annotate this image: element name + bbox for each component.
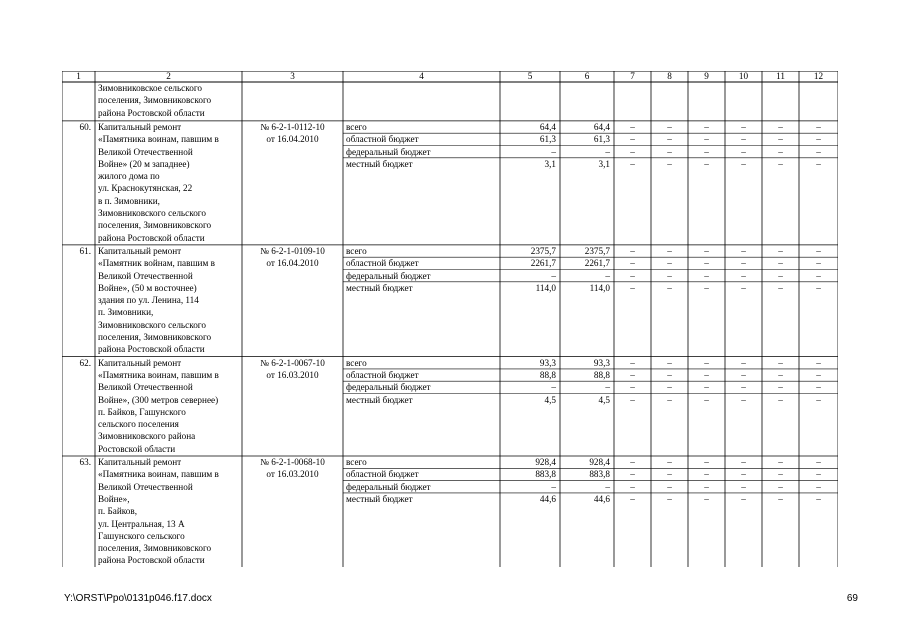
budget-label: федеральный бюджет [346,146,431,157]
object-description: п. Байков, Гашунского [98,406,186,417]
value-col-5: – [551,146,556,157]
value-dash: – [741,369,746,380]
object-description: района Ростовской области [98,232,205,243]
value-dash: – [741,457,746,467]
object-description: Капитальный ремонт [98,245,182,256]
value-dash: – [741,469,746,480]
value-dash: – [630,245,635,256]
column-number: 6 [584,71,590,81]
value-col-5: – [551,382,556,393]
value-col-5: – [551,481,556,492]
budget-label: всего [346,457,367,467]
value-dash: – [741,394,746,405]
value-dash: – [704,270,709,281]
object-description: ул. Центральная, 13 А [98,518,185,529]
object-description: поселения, Зимовниковского [98,332,212,342]
object-description: «Памятника воинам, павшим в [98,469,219,480]
value-dash: – [741,357,746,368]
value-dash: – [667,270,672,281]
value-dash: – [704,121,709,132]
value-dash: – [667,146,672,157]
value-col-6: 64,4 [593,121,610,132]
value-dash: – [741,270,746,281]
value-col-6: 61,3 [593,134,610,145]
column-number: 9 [704,71,709,81]
budget-label: областной бюджет [346,369,419,380]
value-dash: – [816,481,821,492]
value-dash: – [816,369,821,380]
value-dash: – [816,493,821,504]
value-dash: – [704,258,709,269]
object-description: Войне», (300 метров севернее) [98,394,219,405]
value-dash: – [630,369,635,380]
value-col-5: 44,6 [539,493,556,504]
budget-label: всего [346,357,367,368]
value-col-6: 883,8 [589,469,610,480]
column-number: 5 [527,71,533,81]
object-description: п. Зимовники, [98,307,154,318]
object-description: Зимовниковского района [98,431,196,442]
object-description: жилого дома по [98,171,160,182]
value-dash: – [667,369,672,380]
value-dash: – [778,270,783,281]
document-reference: № 6-2-1-0112-10 [260,121,325,132]
object-description: п. Байков, [98,506,138,517]
object-description: Войне», (50 м восточнее) [98,282,197,293]
value-dash: – [704,369,709,380]
value-dash: – [667,469,672,480]
value-dash: – [630,481,635,492]
value-dash: – [816,270,821,281]
value-col-5: 64,4 [539,121,556,132]
value-dash: – [667,382,672,393]
column-number: 4 [419,71,424,81]
document-reference: от 16.03.2010 [266,469,319,480]
object-description: «Памятника воинам, павшим в [98,134,219,145]
document-reference: от 16.03.2010 [266,369,319,380]
value-col-5: 3,1 [544,158,556,169]
object-description: Капитальный ремонт [98,121,182,132]
value-col-5: 61,3 [539,134,556,145]
value-dash: – [704,282,709,293]
value-col-6: 4,5 [598,394,610,405]
value-col-5: 93,3 [539,357,556,368]
value-dash: – [630,493,635,504]
value-dash: – [778,357,783,368]
value-dash: – [778,282,783,293]
value-col-6: – [605,146,610,157]
value-dash: – [704,158,709,169]
value-dash: – [704,457,709,467]
value-dash: – [816,121,821,132]
document-reference: № 6-2-1-0067-10 [260,357,325,368]
value-dash: – [741,382,746,393]
column-number: 12 [813,71,824,81]
value-col-6: 3,1 [598,158,610,169]
continuation-text: района Ростовской области [98,107,205,118]
value-dash: – [667,158,672,169]
value-col-5: 2261,7 [530,258,556,269]
value-col-5: 928,4 [535,457,556,467]
column-number: 7 [630,71,635,81]
object-description: поселения, Зимовниковского [98,220,212,231]
budget-label: местный бюджет [346,493,413,504]
value-col-6: 2375,7 [584,245,610,256]
value-dash: – [816,245,821,256]
value-dash: – [741,245,746,256]
column-number: 2 [166,71,171,81]
budget-label: местный бюджет [346,394,413,405]
row-number: 60. [79,121,91,132]
budget-label: федеральный бюджет [346,270,431,281]
value-dash: – [816,469,821,480]
value-dash: – [778,245,783,256]
budget-label: всего [346,245,367,256]
object-description: Войне» (20 м западнее) [98,158,190,169]
object-description: сельского поселения [98,419,179,430]
object-description: Великой Отечественной [98,146,193,157]
value-dash: – [704,146,709,157]
value-dash: – [667,357,672,368]
value-dash: – [778,258,783,269]
value-dash: – [778,382,783,393]
document-reference: № 6-2-1-0109-10 [260,245,325,256]
value-dash: – [630,282,635,293]
value-dash: – [630,258,635,269]
object-description: Великой Отечественной [98,270,193,281]
value-col-5: 2375,7 [530,245,556,256]
value-dash: – [741,121,746,132]
object-description: Зимовниковского сельского [98,319,206,330]
value-col-5: 883,8 [535,469,556,480]
value-dash: – [630,457,635,467]
value-col-5: 114,0 [535,282,556,293]
object-description: Зимовниковского сельского [98,208,206,218]
value-dash: – [667,258,672,269]
value-col-6: 114,0 [589,282,610,293]
value-dash: – [630,134,635,145]
value-col-6: 88,8 [593,369,610,380]
continuation-text: Зимовниковское сельского [98,83,202,93]
value-col-6: 44,6 [593,493,610,504]
budget-label: местный бюджет [346,282,413,293]
value-dash: – [667,481,672,492]
object-description: Гашунского сельского [98,530,185,541]
document-reference: от 16.04.2010 [266,258,319,269]
value-col-6: 2261,7 [584,258,610,269]
value-dash: – [816,282,821,293]
value-dash: – [704,357,709,368]
value-dash: – [704,134,709,145]
value-dash: – [630,270,635,281]
budget-label: федеральный бюджет [346,481,431,492]
value-dash: – [816,382,821,393]
value-dash: – [778,481,783,492]
value-dash: – [667,134,672,145]
value-dash: – [667,282,672,293]
object-description: «Памятника воинам, павшим в [98,369,219,380]
value-dash: – [778,394,783,405]
value-dash: – [630,357,635,368]
budget-table [62,71,838,567]
value-col-5: 88,8 [539,369,556,380]
column-number: 11 [776,71,785,81]
value-dash: – [704,394,709,405]
value-dash: – [741,282,746,293]
value-dash: – [816,158,821,169]
continuation-text: поселения, Зимовниковского [98,95,212,106]
value-dash: – [741,134,746,145]
value-dash: – [667,121,672,132]
value-dash: – [704,382,709,393]
value-dash: – [704,481,709,492]
value-dash: – [778,369,783,380]
value-dash: – [778,121,783,132]
value-col-6: 93,3 [593,357,610,368]
value-dash: – [816,357,821,368]
budget-label: областной бюджет [346,258,419,269]
value-dash: – [816,457,821,467]
budget-label: федеральный бюджет [346,382,431,393]
column-number: 3 [290,71,295,81]
value-dash: – [741,258,746,269]
value-dash: – [630,121,635,132]
budget-label: местный бюджет [346,158,413,169]
object-description: «Памятник войнам, павшим в [98,258,215,269]
value-dash: – [630,469,635,480]
value-col-6: – [605,481,610,492]
value-dash: – [778,457,783,467]
row-number: 61. [79,245,91,256]
value-dash: – [741,146,746,157]
column-number: 1 [76,71,81,81]
document-reference: № 6-2-1-0068-10 [260,457,325,467]
object-description: Великой Отечественной [98,481,193,492]
value-dash: – [630,382,635,393]
object-description: Великой Отечественной [98,382,193,393]
object-description: района Ростовской области [98,555,205,566]
value-dash: – [816,146,821,157]
value-dash: – [667,245,672,256]
value-dash: – [778,146,783,157]
object-description: ул. Краснокутянская, 22 [98,183,193,194]
value-dash: – [778,493,783,504]
row-number: 63. [79,457,91,467]
value-dash: – [778,134,783,145]
value-dash: – [667,457,672,467]
document-reference: от 16.04.2010 [266,134,319,145]
object-description: Капитальный ремонт [98,357,182,368]
value-dash: – [630,394,635,405]
budget-label: областной бюджет [346,134,419,145]
value-dash: – [778,158,783,169]
value-dash: – [630,158,635,169]
row-number: 62. [79,357,91,368]
value-dash: – [816,134,821,145]
object-description: поселения, Зимовниковского [98,543,212,554]
object-description: Капитальный ремонт [98,457,182,467]
column-number: 8 [667,71,672,81]
value-dash: – [741,493,746,504]
page-number: 69 [846,593,858,604]
budget-label: областной бюджет [346,469,419,480]
value-dash: – [667,394,672,405]
file-path: Y:\ORST\Ppo\0131p046.f17.docx [64,593,212,604]
column-number: 10 [738,71,749,81]
value-dash: – [667,493,672,504]
value-dash: – [741,481,746,492]
value-dash: – [778,469,783,480]
value-dash: – [704,493,709,504]
value-dash: – [816,394,821,405]
value-dash: – [630,146,635,157]
value-col-6: 928,4 [589,457,610,467]
value-col-5: – [551,270,556,281]
value-col-5: 4,5 [544,394,556,405]
value-dash: – [816,258,821,269]
value-col-6: – [605,382,610,393]
object-description: Войне», [98,493,130,504]
value-col-6: – [605,270,610,281]
object-description: района Ростовской области [98,344,205,355]
object-description: Ростовской области [98,443,176,454]
object-description: здания по ул. Ленина, 114 [98,295,199,306]
object-description: в п. Зимовники, [98,195,160,206]
value-dash: – [704,469,709,480]
value-dash: – [741,158,746,169]
budget-label: всего [346,121,367,132]
value-dash: – [704,245,709,256]
